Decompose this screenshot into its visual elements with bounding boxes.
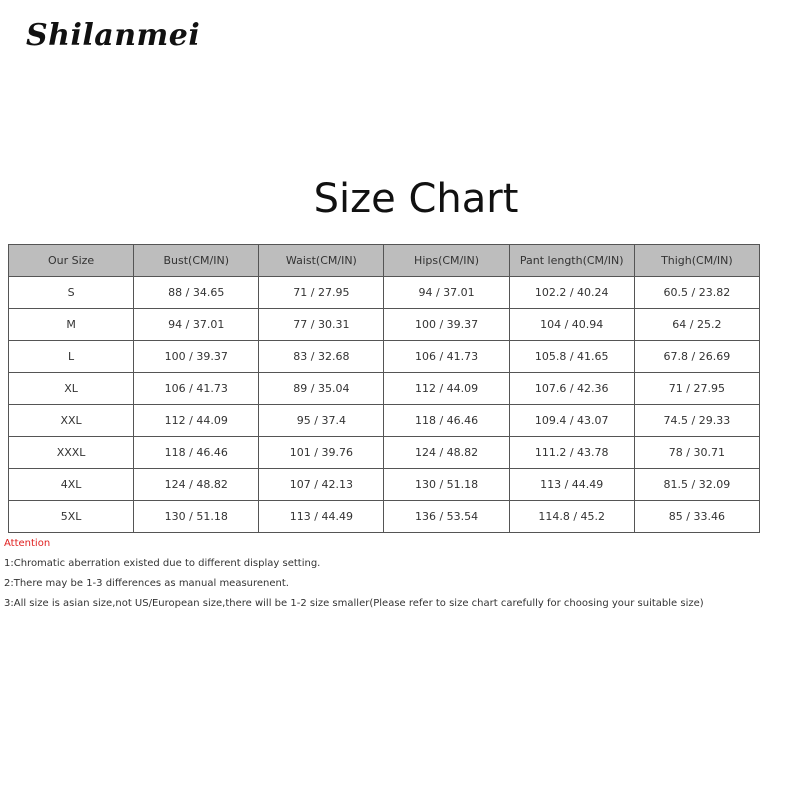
table-row	[9, 373, 760, 405]
cell-thigh: 74.5 / 29.33	[634, 405, 759, 437]
cell-thigh: 81.5 / 32.09	[634, 469, 759, 501]
cell-bust: 100 / 39.37	[134, 341, 259, 373]
cell-bust: 118 / 46.46	[134, 437, 259, 469]
cell-thigh: 71 / 27.95	[634, 373, 759, 405]
notes-section	[4, 536, 704, 616]
cell-size: 5XL	[9, 501, 134, 533]
header-pant-length: Pant length(CM/IN)	[509, 245, 634, 277]
cell-thigh: 85 / 33.46	[634, 501, 759, 533]
table-row	[9, 277, 760, 309]
table-row	[9, 437, 760, 469]
cell-bust: 130 / 51.18	[134, 501, 259, 533]
cell-waist: 83 / 32.68	[259, 341, 384, 373]
cell-pant-length: 107.6 / 42.36	[509, 373, 634, 405]
brand-logo: Shilanmei	[26, 18, 201, 53]
cell-size: XXL	[9, 405, 134, 437]
cell-bust: 106 / 41.73	[134, 373, 259, 405]
cell-bust: 124 / 48.82	[134, 469, 259, 501]
cell-waist: 95 / 37.4	[259, 405, 384, 437]
header-thigh: Thigh(CM/IN)	[634, 245, 759, 277]
table-header-row	[9, 245, 760, 277]
cell-thigh: 78 / 30.71	[634, 437, 759, 469]
cell-waist: 107 / 42.13	[259, 469, 384, 501]
cell-bust: 94 / 37.01	[134, 309, 259, 341]
cell-waist: 113 / 44.49	[259, 501, 384, 533]
cell-pant-length: 113 / 44.49	[509, 469, 634, 501]
cell-pant-length: 109.4 / 43.07	[509, 405, 634, 437]
attention-label: Attention	[4, 538, 51, 549]
cell-thigh: 67.8 / 26.69	[634, 341, 759, 373]
cell-hips: 124 / 48.82	[384, 437, 509, 469]
note-line: 3:All size is asian size,not US/European size,there will be 1-2 size smaller(Please refer to size chart carefully for choosing your suitable size)	[4, 598, 704, 609]
cell-thigh: 64 / 25.2	[634, 309, 759, 341]
table-row	[9, 469, 760, 501]
cell-pant-length: 114.8 / 45.2	[509, 501, 634, 533]
cell-size: S	[9, 277, 134, 309]
cell-bust: 112 / 44.09	[134, 405, 259, 437]
cell-bust: 88 / 34.65	[134, 277, 259, 309]
note-line: 1:Chromatic aberration existed due to different display setting.	[4, 558, 321, 569]
table-row	[9, 341, 760, 373]
header-bust: Bust(CM/IN)	[134, 245, 259, 277]
cell-hips: 94 / 37.01	[384, 277, 509, 309]
cell-pant-length: 111.2 / 43.78	[509, 437, 634, 469]
cell-size: 4XL	[9, 469, 134, 501]
cell-waist: 101 / 39.76	[259, 437, 384, 469]
cell-thigh: 60.5 / 23.82	[634, 277, 759, 309]
cell-pant-length: 105.8 / 41.65	[509, 341, 634, 373]
cell-size: XL	[9, 373, 134, 405]
table-row	[9, 309, 760, 341]
size-chart-table	[8, 244, 760, 533]
cell-pant-length: 102.2 / 40.24	[509, 277, 634, 309]
header-waist: Waist(CM/IN)	[259, 245, 384, 277]
cell-hips: 112 / 44.09	[384, 373, 509, 405]
cell-waist: 89 / 35.04	[259, 373, 384, 405]
cell-size: L	[9, 341, 134, 373]
header-our-size: Our Size	[9, 245, 134, 277]
cell-hips: 130 / 51.18	[384, 469, 509, 501]
cell-waist: 71 / 27.95	[259, 277, 384, 309]
cell-hips: 118 / 46.46	[384, 405, 509, 437]
page-title: Size Chart	[313, 176, 519, 222]
cell-hips: 100 / 39.37	[384, 309, 509, 341]
cell-pant-length: 104 / 40.94	[509, 309, 634, 341]
note-line: 2:There may be 1-3 differences as manual measurenent.	[4, 578, 289, 589]
cell-hips: 106 / 41.73	[384, 341, 509, 373]
header-hips: Hips(CM/IN)	[384, 245, 509, 277]
cell-size: XXXL	[9, 437, 134, 469]
table-row	[9, 501, 760, 533]
table-row	[9, 405, 760, 437]
cell-hips: 136 / 53.54	[384, 501, 509, 533]
cell-size: M	[9, 309, 134, 341]
cell-waist: 77 / 30.31	[259, 309, 384, 341]
